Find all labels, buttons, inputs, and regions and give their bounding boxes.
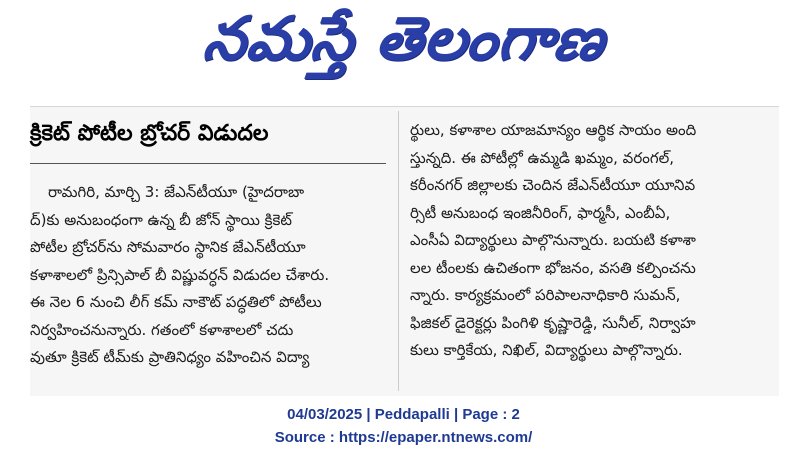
article-body-left <box>30 179 386 372</box>
article-line: లల టీంలకు ఉచితంగా భోజనం, వసతి కల్పించను <box>410 258 696 277</box>
article-line: ద్)కు అనుబంధంగా ఉన్న బీ జోన్ స్థాయి క్రికెట్ <box>30 210 292 229</box>
column-divider <box>398 111 399 391</box>
article-line: నిర్వహించనున్నారు. గతంలో కళాశాలలో చదు <box>30 320 294 339</box>
article-line: ర్సిటీ అనుబంధ ఇంజినీరింగ్, ఫార్మసీ, ఎంబీఏ, <box>410 203 671 222</box>
article-headline: క్రికెట్ పోటీల బ్రోచర్ విడుదల <box>30 121 269 146</box>
article-line: ఫిజికల్ డైరెక్టర్లు పింగిళి కృష్ణారెడ్డి, సునీల్, నిర్వాహ <box>410 313 696 332</box>
headline-rule <box>30 163 386 164</box>
article-column-left <box>30 107 386 397</box>
article-line: ఈ నెల 6 నుంచి లీగ్ కమ్ నాకౌట్ పద్ధతిలో పోటీలు <box>30 293 322 311</box>
news-article <box>30 106 779 396</box>
source-link[interactable]: https://epaper.ntnews.com/ <box>338 429 533 446</box>
article-body-right <box>410 117 779 365</box>
edition-credit: 04/03/2025 | Peddapalli | Page : 2 <box>287 406 520 423</box>
article-line: కళాశాలలో ప్రిన్సిపాల్ బీ విష్ణువర్ధన్ విడుదల చేశారు. <box>30 265 330 284</box>
article-line: ఎంసీఏ విద్యార్థులు పాల్గొనున్నారు. బయటి కళాశా <box>410 231 696 249</box>
article-line: స్తున్నది. ఈ పోటీల్లో ఉమ్మడి ఖమ్మం, వరంగల్, <box>410 148 674 167</box>
masthead <box>0 0 807 92</box>
article-line: వుతూ క్రికెట్ టీమ్‌కు ప్రాతినిధ్యం వహించిన విద్యా <box>30 348 310 366</box>
article-line: కరీంనగర్ జిల్లాలకు చెందిన జేఎన్‌టీయూ యూనివ <box>410 176 696 194</box>
source-credit <box>0 427 807 449</box>
article-line: పోటీల బ్రోచర్‌ను సోమవారం స్థానిక జేఎన్‌టీయూ <box>30 238 306 256</box>
article-line: న్నారు. కార్యక్రమంలో పరిపాలనాధికారి సుమన్, <box>410 286 681 304</box>
source-label: Source : <box>274 429 339 446</box>
newspaper-logo: నమస్తే తెలంగాణ <box>200 4 609 74</box>
article-line: కులు కార్తికేయ, నిఖిల్, విద్యార్థులు పాల్గొన్నారు. <box>410 341 683 359</box>
article-line: రామగిరి, మార్చి 3: జేఎన్‌టీయూ (హైదరాబా <box>48 183 305 201</box>
article-column-right <box>410 117 779 397</box>
article-line: ర్థులు, కళాశాల యాజమాన్యం ఆర్థిక సాయం అంది <box>410 121 697 139</box>
